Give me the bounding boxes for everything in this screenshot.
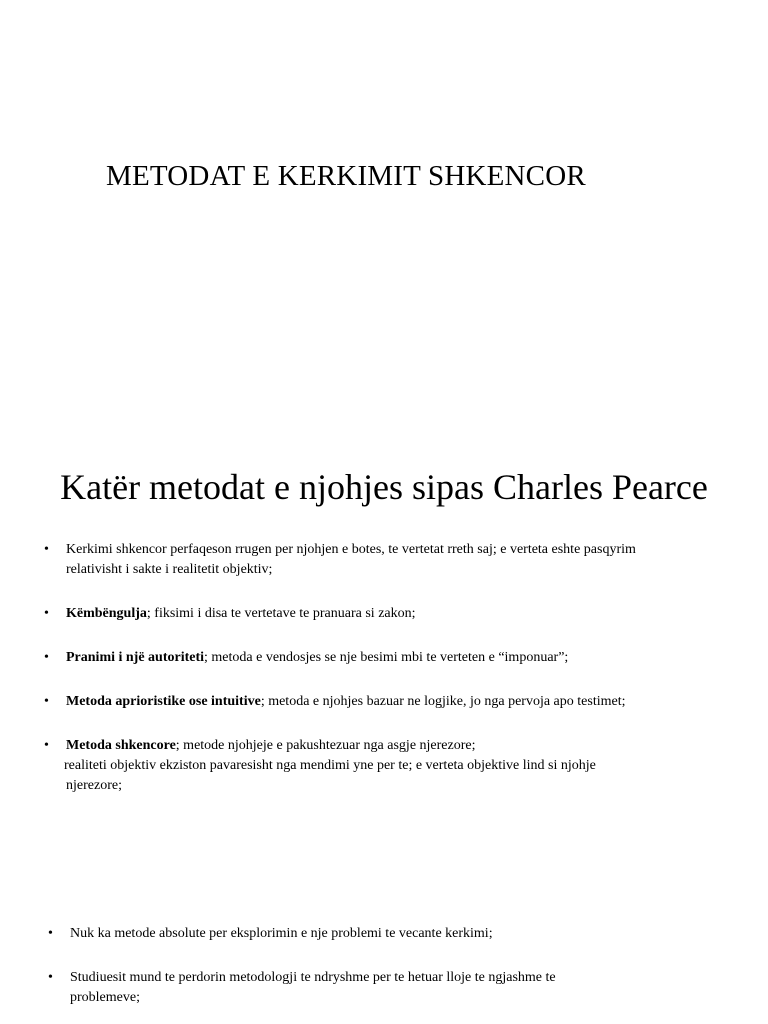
- list-item-text: problemeve;: [70, 990, 140, 1005]
- list-item-term: Pranimi i një autoriteti: [66, 650, 205, 665]
- list-item-text: ; fiksimi i disa te vertetave te pranuara si zakon;: [146, 606, 416, 621]
- bullet-icon: •: [44, 650, 49, 665]
- list-item: [44, 604, 734, 624]
- list-item: [44, 648, 734, 668]
- section-heading: Katër metodat e njohjes sipas Charles Pearce: [60, 467, 708, 507]
- bullet-icon: •: [48, 926, 53, 941]
- list-item-text: ; metoda e njohjes bazuar ne logjike, jo nga pervoja apo testimet;: [260, 694, 626, 709]
- bullet-icon: •: [44, 606, 49, 621]
- list-item-text: ; metode njohjeje e pakushtezuar nga asgje njerezore;: [175, 738, 476, 753]
- list-item: [48, 924, 738, 944]
- list-item-text: Nuk ka metode absolute per eksplorimin e nje problemi te vecante kerkimi;: [70, 926, 493, 941]
- list-continuation-text: njerezore;: [66, 778, 122, 793]
- bullet-list: [44, 540, 734, 796]
- bullet-icon: •: [48, 970, 53, 985]
- list-item-text: ; metoda e vendosjes se nje besimi mbi te verteten e “imponuar”;: [204, 650, 569, 665]
- list-item-term: Metoda aprioristike ose intuitive: [66, 694, 261, 709]
- list-item-text: relativisht i sakte i realitetit objektiv;: [66, 562, 273, 577]
- list-item-text: Kerkimi shkencor perfaqeson rrugen per njohjen e botes, te vertetat rreth saj; e verteta eshte pasqyrim: [66, 542, 636, 557]
- list-item: [44, 736, 734, 756]
- bullet-icon: •: [44, 542, 49, 557]
- bullet-icon: •: [44, 694, 49, 709]
- list-item: [44, 540, 734, 580]
- list-item-text: Studiuesit mund te perdorin metodologji te ndryshme per te hetuar lloje te ngjashme te: [70, 970, 556, 985]
- list-item: [48, 968, 738, 1008]
- list-item-term: Këmbëngulja: [66, 606, 147, 621]
- list-item: [44, 692, 734, 712]
- list-item-term: Metoda shkencore: [66, 738, 176, 753]
- bullet-icon: •: [44, 738, 49, 753]
- slide-title: METODAT E KERKIMIT SHKENCOR: [106, 160, 586, 192]
- list-continuation-text: realiteti objektiv ekziston pavaresisht nga mendimi yne per te; e verteta objektive lind si njohje: [64, 758, 596, 773]
- bullet-list-secondary: [48, 924, 738, 1008]
